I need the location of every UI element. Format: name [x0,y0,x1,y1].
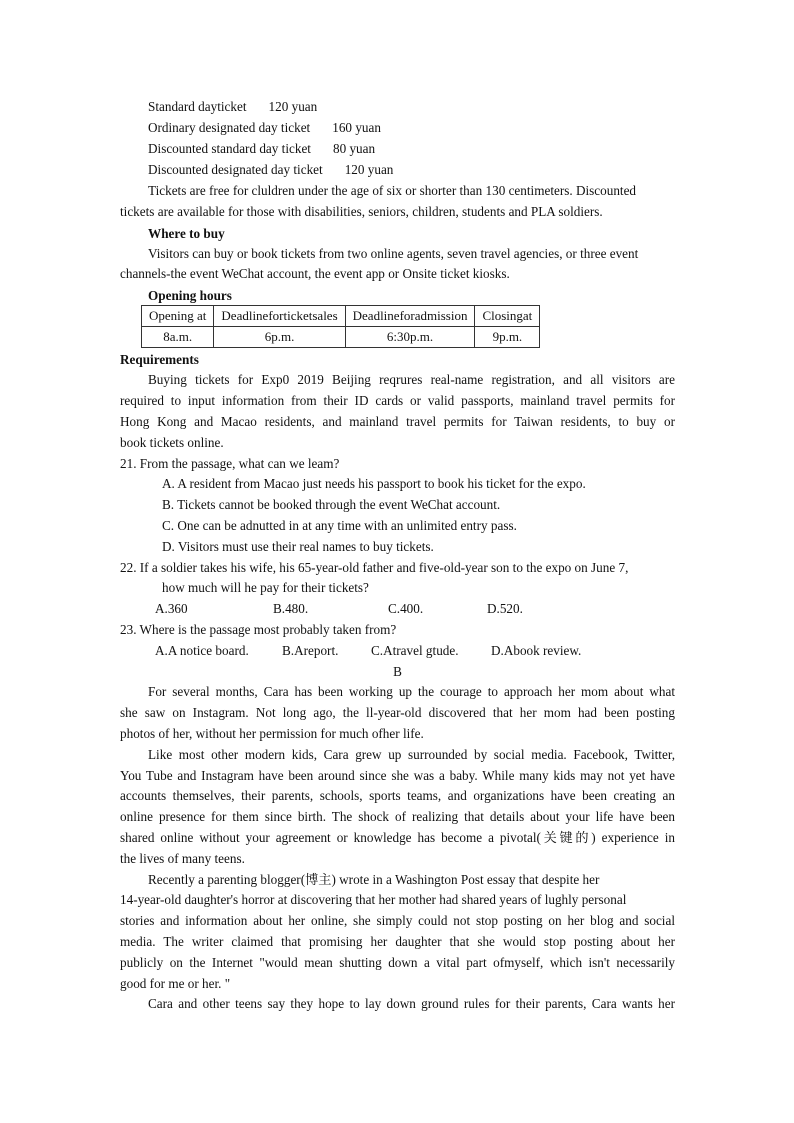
passage-line: media. The writer claimed that promising her daughter that she would stop posting about her [120,934,675,949]
question-21-option: B. Tickets cannot be booked through the event WeChat account. [162,497,501,512]
passage-line: You Tube and Instagram have been around since she was a baby. While many kids may not yet have [120,768,675,783]
requirements-line: required to input information from their ID cards or valid passports, mainland travel permits for [120,393,675,408]
passage-line: Cara and other teens say they hope to lay down ground rules for their parents, Cara wants her [148,996,675,1011]
question-22-stem: 22. If a soldier takes his wife, his 65-year-old father and five-old-year son to the expo on June 7, [120,560,629,575]
question-23-option: A.A notice board. [155,643,249,658]
where-heading: Where to buy [148,226,225,241]
question-22-option: A.360 [155,601,188,616]
passage-line: photos of her, without her permission for much ofher life. [120,726,424,741]
table-cell: 6:30p.m. [345,327,475,348]
price-name: Ordinary designated day ticket [148,120,311,135]
question-23-option: D.Abook review. [491,643,582,658]
question-21-option: C. One can be adnutted in at any time with an unlimited entry pass. [162,518,517,533]
table-header-cell: Closingat [475,306,540,327]
question-22-options [155,601,710,617]
passage-line: stories and information about her online, she simply could not stop posting on her blog and social [120,913,675,928]
price-row [148,162,703,178]
requirements-line: Hong Kong and Macao residents, and mainland travel permits for Taiwan residents, to buy or [120,414,675,429]
passage-line: publicly on the Internet "would mean shutting down a vital part ofmyself, which isn't necessarily [120,955,675,970]
question-22-option: B.480. [273,601,309,616]
price-row [148,120,703,136]
question-23-options [155,643,710,659]
requirements-heading: Requirements [120,352,199,367]
price-value: 120 yuan [268,99,318,114]
requirements-line: book tickets online. [120,435,224,450]
passage-line: the lives of many teens. [120,851,245,866]
price-name: Standard dayticket [148,99,247,114]
passage-line: 14-year-old daughter's horror at discovering that her mother had shared years of lughly personal [120,892,627,907]
table-header-cell: Deadlineforadmission [345,306,475,327]
section-b-heading: B [393,664,402,679]
question-22-option: C.400. [388,601,424,616]
passage-line: online presence for them since birth. The shock of realizing that details about your life have been [120,809,675,824]
table-cell: 9p.m. [475,327,540,348]
question-22-option: D.520. [487,601,523,616]
passage-line: For several months, Cara has been working up the courage to approach her mom about what [148,684,675,699]
passage-line: shared online without your agreement or knowledge has become a pivotal(关键的) experience in [120,830,675,845]
requirements-line: Buying tickets for Exp0 2019 Beijing reqrures real-name registration, and all visitors are [148,372,675,387]
free-tickets-line: tickets are available for those with disabilities, seniors, children, students and PLA soldiers. [120,204,603,219]
price-row [148,141,703,157]
hours-heading: Opening hours [148,288,232,303]
free-tickets-line: Tickets are free for cluldren under the age of six or shorter than 130 centimeters. Discounted [148,183,637,198]
where-text-line: channels-the event WeChat account, the event app or Onsite ticket kiosks. [120,266,510,281]
opening-hours-table [141,305,540,348]
price-name: Discounted designated day ticket [148,162,323,177]
passage-line: Like most other modern kids, Cara grew up surrounded by social media. Facebook, Twitter, [148,747,675,762]
question-23-option: C.Atravel gtude. [371,643,459,658]
passage-line: she saw on Instagram. Not long ago, the ll-year-old discovered that her mom had been posting [120,705,675,720]
where-text-line: Visitors can buy or book tickets from two online agents, seven travel agencies, or three event [148,246,639,261]
table-header-cell: Deadlineforticketsales [214,306,345,327]
question-21-option: D. Visitors must use their real names to buy tickets. [162,539,434,554]
passage-line: good for me or her. " [120,976,231,991]
question-23-option: B.Areport. [282,643,339,658]
table-header-cell: Opening at [142,306,214,327]
passage-line: accounts themselves, their parents, schools, sports teams, and organizations have been creating an [120,788,675,803]
price-value: 80 yuan [332,141,376,156]
price-name: Discounted standard day ticket [148,141,311,156]
table-row [142,327,540,348]
question-22-stem-cont: how much will he pay for their tickets? [162,580,369,595]
table-cell: 8a.m. [142,327,214,348]
price-value: 160 yuan [332,120,381,135]
passage-line: Recently a parenting blogger(博主) wrote in a Washington Post essay that despite her [148,872,600,887]
price-row [148,99,703,115]
question-21-option: A. A resident from Macao just needs his passport to book his ticket for the expo. [162,476,586,491]
table-header-row [142,306,540,327]
question-23-stem: 23. Where is the passage most probably taken from? [120,622,397,637]
question-21-stem: 21. From the passage, what can we leam? [120,456,340,471]
table-cell: 6p.m. [214,327,345,348]
price-value: 120 yuan [344,162,394,177]
